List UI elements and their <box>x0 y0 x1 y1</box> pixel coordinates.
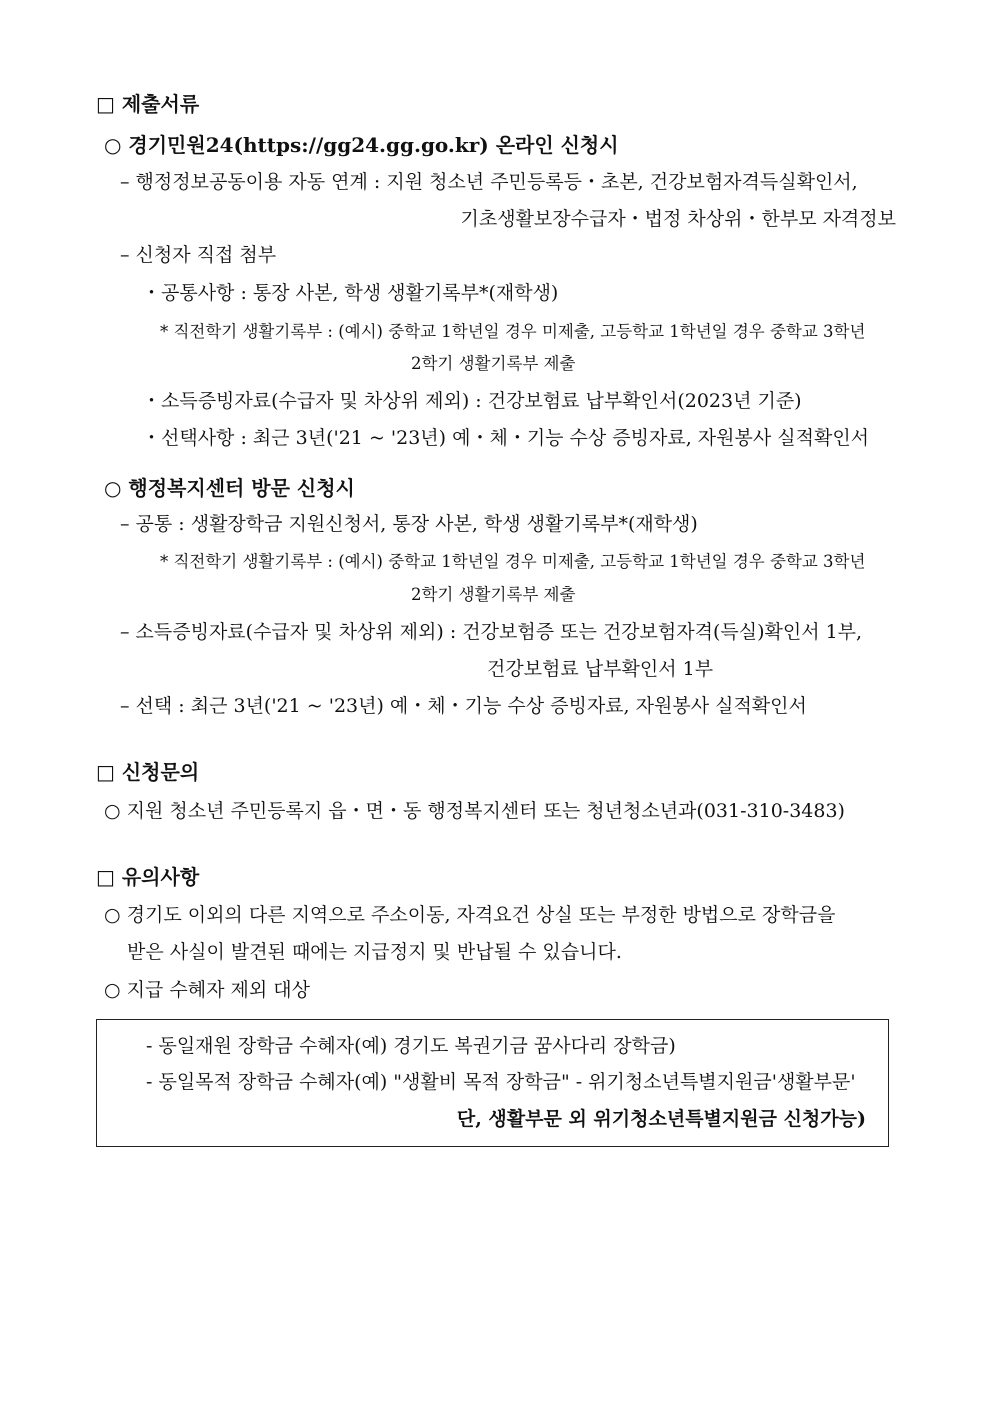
auto-link-line-2: 기초생활보장수급자・법정 차상위・한부모 자격정보 <box>460 208 896 230</box>
online-record-note-1: * 직전학기 생활기록부 : (예시) 중학교 1학년일 경우 미제출, 고등학교 1학년일 경우 중학교 3학년 <box>160 322 866 341</box>
visit-record-note-2: 2학기 생활기록부 제출 <box>411 585 576 604</box>
visit-common-items: – 공통 : 생활장학금 지원신청서, 통장 사본, 학생 생활기록부*(재학생) <box>120 513 698 535</box>
online-common-items: ・공통사항 : 통장 사본, 학생 생활기록부*(재학생) <box>142 282 559 304</box>
visit-record-note-1: * 직전학기 생활기록부 : (예시) 중학교 1학년일 경우 미제출, 고등학교 1학년일 경우 중학교 3학년 <box>160 552 866 571</box>
visit-income-proof-2: 건강보험료 납부확인서 1부 <box>487 658 714 680</box>
direct-attach-label: – 신청자 직접 첨부 <box>120 244 277 266</box>
exclusion-line-3: 단, 생활부문 외 위기청소년특별지원금 신청가능) <box>456 1108 866 1130</box>
section-heading-notice: □ 유의사항 <box>96 865 200 889</box>
notice-item-2: ○ 지급 수혜자 제외 대상 <box>104 979 310 1001</box>
online-optional-items: ・선택사항 : 최근 3년('21 ~ '23년) 예・체・기능 수상 증빙자료, 자원봉사 실적확인서 <box>142 427 870 449</box>
visit-application-heading: ○ 행정복지센터 방문 신청시 <box>104 476 355 500</box>
auto-link-line-1: – 행정정보공동이용 자동 연계 : 지원 청소년 주민등록등・초본, 건강보험자격득실확인서, <box>120 171 858 193</box>
inquiry-contact: ○ 지원 청소년 주민등록지 읍・면・동 행정복지센터 또는 청년청소년과(031-310-3483) <box>104 800 845 822</box>
online-application-heading: ○ 경기민원24(https://gg24.gg.go.kr) 온라인 신청시 <box>104 133 619 157</box>
visit-income-proof-1: – 소득증빙자료(수급자 및 차상위 제외) : 건강보험증 또는 건강보험자격(득실)확인서 1부, <box>120 621 863 643</box>
section-heading-inquiry: □ 신청문의 <box>96 760 200 784</box>
notice-item-1-line-2: 받은 사실이 발견된 때에는 지급정지 및 반납될 수 있습니다. <box>127 941 622 963</box>
exclusion-line-2: - 동일목적 장학금 수혜자(예) "생활비 목적 장학금" - 위기청소년특별지원금'생활부문' <box>146 1071 856 1093</box>
online-record-note-2: 2학기 생활기록부 제출 <box>411 354 576 373</box>
visit-optional-items: – 선택 : 최근 3년('21 ~ '23년) 예・체・기능 수상 증빙자료, 자원봉사 실적확인서 <box>120 695 807 717</box>
notice-item-1-line-1: ○ 경기도 이외의 다른 지역으로 주소이동, 자격요건 상실 또는 부정한 방법으로 장학금을 <box>104 904 836 926</box>
online-income-proof: ・소득증빙자료(수급자 및 차상위 제외) : 건강보험료 납부확인서(2023년 기준) <box>142 390 802 412</box>
section-heading-submit: □ 제출서류 <box>96 92 200 116</box>
exclusion-line-1: - 동일재원 장학금 수혜자(예) 경기도 복권기금 꿈사다리 장학금) <box>146 1035 676 1057</box>
